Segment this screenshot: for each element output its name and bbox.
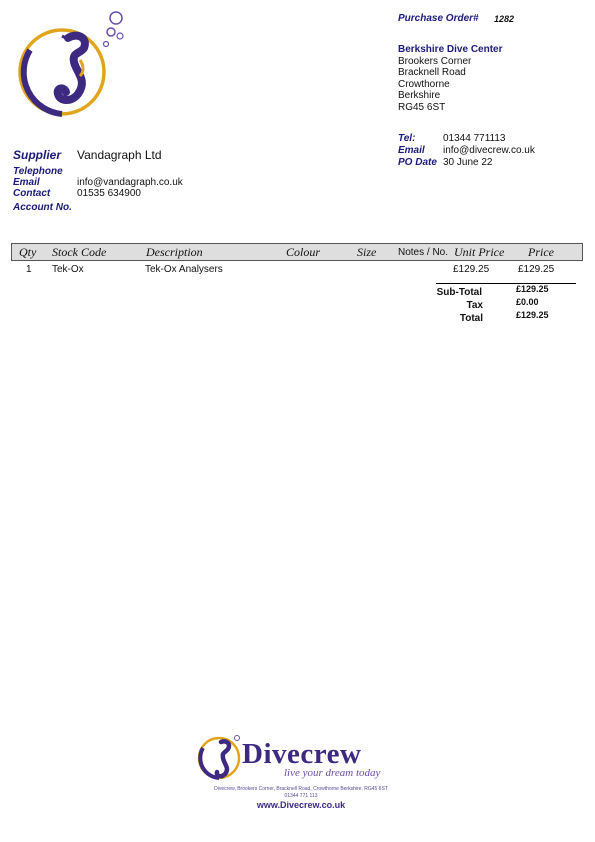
company-address <box>398 44 503 113</box>
email-label: Email <box>398 145 425 156</box>
header-qty: Qty <box>19 245 37 259</box>
row-unit-price: £129.25 <box>453 264 490 275</box>
subtotal-label: Sub-Total <box>436 287 482 298</box>
supplier-name: Vandagraph Ltd <box>77 148 162 162</box>
address-line: Crowthorne <box>398 78 450 90</box>
po-date-value: 30 June 22 <box>443 157 493 168</box>
table-row <box>11 264 583 278</box>
row-price: £129.25 <box>518 264 555 275</box>
header-colour: Colour <box>286 245 321 259</box>
supplier-block <box>13 148 183 213</box>
row-qty: 1 <box>26 264 32 275</box>
footer-tagline: live your dream today <box>284 767 381 779</box>
tel-label: Tel: <box>398 133 416 144</box>
po-date-label: PO Date <box>398 157 437 168</box>
header-notes: Notes / No. <box>398 247 449 258</box>
address-line: RG45 6ST <box>398 101 446 113</box>
supplier-contact: 01535 634900 <box>77 188 141 199</box>
footer-brand: Divecrew <box>242 738 362 770</box>
footer-website-link[interactable]: www.Divecrew.co.uk <box>256 800 346 810</box>
po-label: Purchase Order# <box>398 13 479 24</box>
table-header <box>11 243 583 261</box>
po-number: 1282 <box>494 14 515 24</box>
supplier-email-label: Email <box>13 177 40 188</box>
subtotal-value: £129.25 <box>516 284 549 294</box>
header-stock-code: Stock Code <box>52 245 107 259</box>
company-name: Berkshire Dive Center <box>398 44 503 55</box>
seahorse-logo <box>10 10 128 128</box>
address-line: Bracknell Road <box>398 67 466 78</box>
supplier-contact-label: Contact <box>13 188 51 199</box>
supplier-account-label: Account No. <box>13 202 72 213</box>
total-label: Total <box>459 313 483 324</box>
contact-block <box>398 133 535 169</box>
footer-seahorse-logo <box>195 732 245 784</box>
tax-label: Tax <box>466 300 483 311</box>
header-description: Description <box>146 245 203 259</box>
supplier-label: Supplier <box>13 148 62 162</box>
totals-divider <box>436 283 576 284</box>
total-value: £129.25 <box>516 310 549 320</box>
tel-value: 01344 771113 <box>443 133 506 144</box>
email-value: info@divecrew.co.uk <box>443 145 535 156</box>
address-line: Berkshire <box>398 90 441 101</box>
address-line: Brookers Corner <box>398 55 472 67</box>
header-price: Price <box>528 245 554 259</box>
supplier-email: info@vandagraph.co.uk <box>77 177 183 188</box>
tax-value: £0.00 <box>516 297 539 307</box>
header-size: Size <box>357 245 377 259</box>
footer-phone: 01344 771 113 <box>284 793 318 799</box>
footer-address: Divecrew, Brookers Corner, Bracknell Road, Crowthorne Berkshire, RG45 6ST <box>214 786 388 792</box>
row-description: Tek-Ox Analysers <box>145 264 223 275</box>
header-unit-price: Unit Price <box>454 245 505 259</box>
supplier-telephone-label: Telephone <box>13 166 63 177</box>
row-stock-code: Tek-Ox <box>52 264 84 275</box>
